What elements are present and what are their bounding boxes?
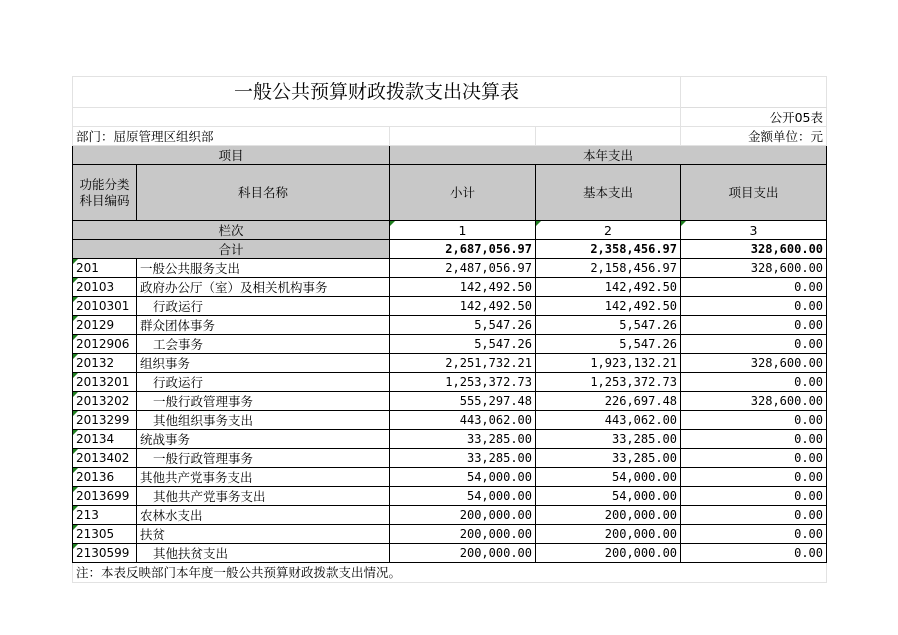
row-name: 扶贫 xyxy=(137,525,390,544)
row-name: 其他共产党事务支出 xyxy=(137,468,390,487)
row-name: 其他共产党事务支出 xyxy=(137,487,390,506)
table-row xyxy=(73,278,827,297)
row-subtotal: 5,547.26 xyxy=(390,316,536,335)
row-basic: 142,492.50 xyxy=(536,278,681,297)
table-row xyxy=(73,297,827,316)
row-name: 组织事务 xyxy=(137,354,390,373)
header-basic: 基本支出 xyxy=(536,165,681,221)
row-code: 2013402 xyxy=(73,449,137,468)
row-basic: 33,285.00 xyxy=(536,449,681,468)
header-project: 项目 xyxy=(73,146,390,165)
row-project: 328,600.00 xyxy=(681,392,827,411)
header-current-year: 本年支出 xyxy=(390,146,827,165)
header-subtotal: 小计 xyxy=(390,165,536,221)
department-label: 部门：屈原管理区组织部 xyxy=(73,127,390,146)
row-basic: 200,000.00 xyxy=(536,544,681,563)
row-basic: 54,000.00 xyxy=(536,487,681,506)
row-subtotal: 2,487,056.97 xyxy=(390,259,536,278)
row-project: 328,600.00 xyxy=(681,354,827,373)
table-row xyxy=(73,335,827,354)
row-project: 0.00 xyxy=(681,468,827,487)
row-code: 213 xyxy=(73,506,137,525)
table-row xyxy=(73,430,827,449)
row-project: 0.00 xyxy=(681,278,827,297)
table-row xyxy=(73,449,827,468)
row-code: 2013202 xyxy=(73,392,137,411)
row-code: 20129 xyxy=(73,316,137,335)
row-basic: 2,158,456.97 xyxy=(536,259,681,278)
row-subtotal: 443,062.00 xyxy=(390,411,536,430)
row-name: 行政运行 xyxy=(137,373,390,392)
table-row xyxy=(73,259,827,278)
table-row xyxy=(73,506,827,525)
row-code: 2013299 xyxy=(73,411,137,430)
row-project: 0.00 xyxy=(681,335,827,354)
row-code: 2013699 xyxy=(73,487,137,506)
row-project: 0.00 xyxy=(681,430,827,449)
row-subtotal: 200,000.00 xyxy=(390,544,536,563)
budget-sheet xyxy=(72,76,826,583)
page-title: 一般公共预算财政拨款支出决算表 xyxy=(73,77,681,108)
col-index-2: 2 xyxy=(536,221,681,240)
row-project: 0.00 xyxy=(681,449,827,468)
row-basic: 142,492.50 xyxy=(536,297,681,316)
footnote: 注：本表反映部门本年度一般公共预算财政拨款支出情况。 xyxy=(73,563,827,583)
row-name: 其他组织事务支出 xyxy=(137,411,390,430)
total-subtotal: 2,687,056.97 xyxy=(390,240,536,259)
row-basic: 443,062.00 xyxy=(536,411,681,430)
row-basic: 1,923,132.21 xyxy=(536,354,681,373)
row-code: 201 xyxy=(73,259,137,278)
unit-label: 金额单位：元 xyxy=(681,127,827,146)
row-code: 21305 xyxy=(73,525,137,544)
row-basic: 200,000.00 xyxy=(536,525,681,544)
row-subtotal: 555,297.48 xyxy=(390,392,536,411)
total-basic: 2,358,456.97 xyxy=(536,240,681,259)
row-subtotal: 200,000.00 xyxy=(390,506,536,525)
row-subtotal: 200,000.00 xyxy=(390,525,536,544)
row-code: 2012906 xyxy=(73,335,137,354)
row-name: 群众团体事务 xyxy=(137,316,390,335)
table-row xyxy=(73,468,827,487)
row-project: 0.00 xyxy=(681,373,827,392)
header-subject-name: 科目名称 xyxy=(137,165,390,221)
row-project: 0.00 xyxy=(681,525,827,544)
row-name: 行政运行 xyxy=(137,297,390,316)
row-code: 2010301 xyxy=(73,297,137,316)
row-project: 0.00 xyxy=(681,297,827,316)
row-name: 一般公共服务支出 xyxy=(137,259,390,278)
row-name: 一般行政管理事务 xyxy=(137,392,390,411)
row-subtotal: 142,492.50 xyxy=(390,297,536,316)
row-name: 其他扶贫支出 xyxy=(137,544,390,563)
row-code: 20132 xyxy=(73,354,137,373)
form-number: 公开05表 xyxy=(681,108,827,127)
row-project: 0.00 xyxy=(681,544,827,563)
header-column-index: 栏次 xyxy=(73,221,390,240)
row-subtotal: 142,492.50 xyxy=(390,278,536,297)
row-basic: 5,547.26 xyxy=(536,335,681,354)
header-func-code: 功能分类科目编码 xyxy=(73,165,137,221)
table-row xyxy=(73,487,827,506)
row-basic: 33,285.00 xyxy=(536,430,681,449)
row-project: 0.00 xyxy=(681,487,827,506)
expenditure-table xyxy=(72,76,827,583)
total-label: 合计 xyxy=(73,240,390,259)
row-project: 328,600.00 xyxy=(681,259,827,278)
row-project: 0.00 xyxy=(681,411,827,430)
row-code: 2013201 xyxy=(73,373,137,392)
total-project: 328,600.00 xyxy=(681,240,827,259)
row-code: 20136 xyxy=(73,468,137,487)
row-subtotal: 2,251,732.21 xyxy=(390,354,536,373)
row-subtotal: 54,000.00 xyxy=(390,468,536,487)
row-project: 0.00 xyxy=(681,506,827,525)
table-row xyxy=(73,544,827,563)
row-basic: 226,697.48 xyxy=(536,392,681,411)
table-row xyxy=(73,525,827,544)
row-basic: 1,253,372.73 xyxy=(536,373,681,392)
row-name: 工会事务 xyxy=(137,335,390,354)
row-code: 20134 xyxy=(73,430,137,449)
row-basic: 200,000.00 xyxy=(536,506,681,525)
col-index-1: 1 xyxy=(390,221,536,240)
row-subtotal: 33,285.00 xyxy=(390,430,536,449)
table-row xyxy=(73,354,827,373)
row-subtotal: 5,547.26 xyxy=(390,335,536,354)
row-name: 政府办公厅（室）及相关机构事务 xyxy=(137,278,390,297)
row-name: 统战事务 xyxy=(137,430,390,449)
row-basic: 5,547.26 xyxy=(536,316,681,335)
table-row xyxy=(73,316,827,335)
header-project-exp: 项目支出 xyxy=(681,165,827,221)
row-basic: 54,000.00 xyxy=(536,468,681,487)
table-row xyxy=(73,392,827,411)
row-subtotal: 33,285.00 xyxy=(390,449,536,468)
row-subtotal: 1,253,372.73 xyxy=(390,373,536,392)
row-name: 一般行政管理事务 xyxy=(137,449,390,468)
row-code: 20103 xyxy=(73,278,137,297)
table-row xyxy=(73,373,827,392)
row-code: 2130599 xyxy=(73,544,137,563)
table-row xyxy=(73,411,827,430)
row-project: 0.00 xyxy=(681,316,827,335)
row-subtotal: 54,000.00 xyxy=(390,487,536,506)
col-index-3: 3 xyxy=(681,221,827,240)
row-name: 农林水支出 xyxy=(137,506,390,525)
